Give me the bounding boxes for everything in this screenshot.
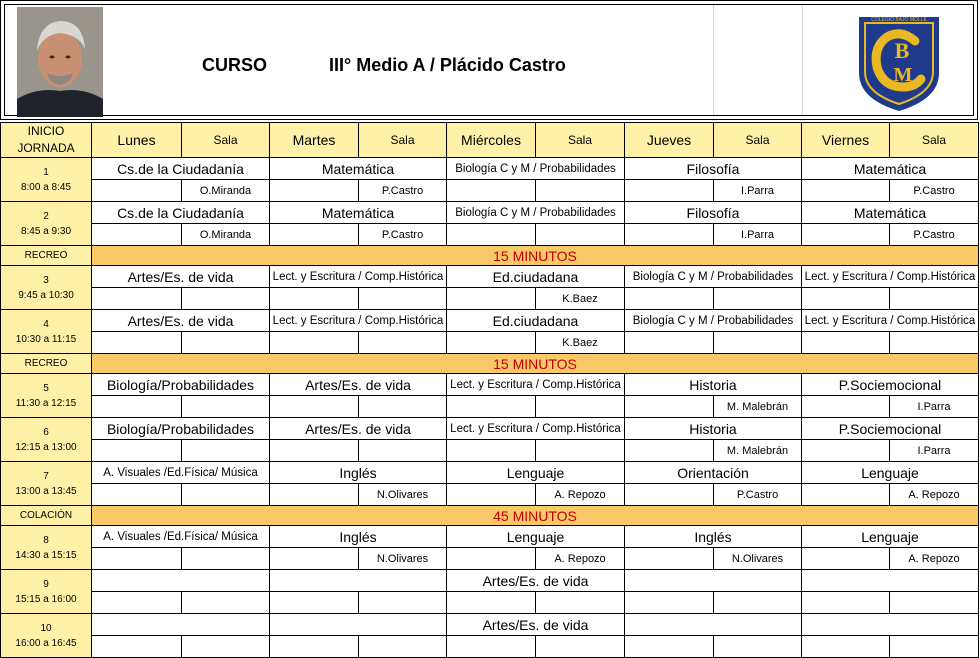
block-number: 8 [43,534,49,546]
teacher-cell: A. Repozo [890,484,979,506]
teacher-row [1,484,979,506]
blank-cell [92,592,182,614]
teacher-row [1,180,979,202]
class-block-row [1,462,979,484]
block-time: 8:00 a 8:45 [20,181,72,193]
blank-cell [802,592,890,614]
blank-cell [447,636,536,658]
blank-cell [447,484,536,506]
block-time: 11:30 a 12:15 [15,397,77,409]
blank-cell [270,440,359,462]
sala-header: Sala [182,123,270,158]
subject-cell [625,614,802,636]
blank-cell [447,224,536,246]
subject-cell: Cs.de la Ciudadanía [92,158,270,180]
block-time-cell [1,526,92,570]
blank-cell [447,592,536,614]
break-label: COLACIÓN [1,506,92,526]
sala-header: Sala [359,123,447,158]
class-block-row [1,614,979,636]
subject-cell: Biología/Probabilidades [92,374,270,396]
school-crest-icon [855,11,943,113]
subject-cell: Inglés [270,526,447,548]
day-header: Jueves [625,123,714,158]
subject-cell: Orientación [625,462,802,484]
teacher-cell: N.Olivares [714,548,802,570]
subject-cell [802,570,979,592]
subject-cell: Historia [625,374,802,396]
block-time-cell [1,158,92,202]
class-block-row [1,418,979,440]
teacher-cell [359,332,447,354]
subject-cell [270,614,447,636]
class-block-row [1,526,979,548]
blank-cell [270,592,359,614]
teacher-cell [714,592,802,614]
blank-cell [447,332,536,354]
blank-cell [92,332,182,354]
teacher-cell [182,288,270,310]
subject-cell: Matemática [802,202,979,224]
class-block-row [1,266,979,288]
subject-cell: Biología C y M / Probabilidades [447,158,625,180]
teacher-cell [359,396,447,418]
block-time: 14:30 a 15:15 [15,549,77,561]
teacher-cell [536,180,625,202]
subject-cell: Biología C y M / Probabilidades [625,310,802,332]
blank-cell [270,636,359,658]
subject-cell: Biología C y M / Probabilidades [625,266,802,288]
teacher-cell [890,332,979,354]
block-number: 4 [43,318,49,330]
block-time-cell [1,570,92,614]
teacher-cell: O.Miranda [182,180,270,202]
blank-cell [270,288,359,310]
blank-cell [802,548,890,570]
block-time: 10:30 a 11:15 [15,333,77,345]
svg-text:COLEGIO BAJO MOLLE: COLEGIO BAJO MOLLE [871,17,927,23]
blank-cell [92,484,182,506]
teacher-cell [714,288,802,310]
subject-cell [92,614,270,636]
inicio-label: INICIO [27,124,65,138]
block-number: 3 [43,274,49,286]
blank-cell [625,180,714,202]
block-time-cell [1,374,92,418]
blank-cell [92,180,182,202]
subject-cell: Lect. y Escritura / Comp.Histórica [802,310,979,332]
subject-cell: Historia [625,418,802,440]
teacher-cell [890,592,979,614]
subject-cell: Lenguaje [802,526,979,548]
teacher-cell: P.Castro [359,224,447,246]
sala-header: Sala [536,123,625,158]
teacher-cell [714,636,802,658]
block-time-cell [1,614,92,658]
break-label: RECREO [1,246,92,266]
subject-cell: P.Sociemocional [802,374,979,396]
day-header: Miércoles [447,123,536,158]
sala-header: Sala [890,123,979,158]
block-time: 16:00 a 16:45 [15,637,77,649]
inicio-jornada-header [1,123,92,158]
teacher-cell [182,332,270,354]
blank-cell [802,332,890,354]
subject-cell: Matemática [802,158,979,180]
teacher-cell: P.Castro [714,484,802,506]
block-time-cell [1,202,92,246]
class-block-row [1,310,979,332]
teacher-cell: N.Olivares [359,548,447,570]
block-time-cell [1,310,92,354]
blank-cell [802,636,890,658]
teacher-row [1,440,979,462]
blank-cell [625,396,714,418]
blank-cell [447,396,536,418]
block-time-cell [1,462,92,506]
teacher-cell [182,592,270,614]
blank-cell [270,180,359,202]
header-divider [713,5,714,115]
curso-label: CURSO [202,55,268,75]
blank-cell [270,396,359,418]
header-frame [4,4,974,116]
subject-cell: Matemática [270,158,447,180]
teacher-cell: P.Castro [359,180,447,202]
class-block-row [1,202,979,224]
block-number: 9 [43,578,49,590]
schedule-header [0,0,978,120]
block-time-cell [1,266,92,310]
subject-cell [92,570,270,592]
subject-cell: Lect. y Escritura / Comp.Histórica [270,310,447,332]
curso-value: III° Medio A / Plácido Castro [329,55,566,75]
block-time: 9:45 a 10:30 [18,289,74,301]
school-logo [855,11,943,113]
teacher-portrait-image [17,7,103,117]
sala-header: Sala [714,123,802,158]
blank-cell [625,636,714,658]
svg-text:M: M [893,64,913,86]
subject-cell: Lect. y Escritura / Comp.Histórica [802,266,979,288]
break-duration: 15 MINUTOS [92,246,979,266]
schedule-table [0,122,979,658]
blank-cell [802,288,890,310]
teacher-cell [714,332,802,354]
teacher-cell [359,440,447,462]
teacher-cell [359,288,447,310]
subject-cell [802,614,979,636]
blank-cell [447,288,536,310]
teacher-cell [536,396,625,418]
teacher-cell: K.Baez [536,332,625,354]
teacher-row [1,548,979,570]
break-duration: 45 MINUTOS [92,506,979,526]
block-number: 1 [43,166,49,178]
teacher-cell [536,224,625,246]
blank-cell [447,440,536,462]
teacher-cell [359,636,447,658]
teacher-cell: I.Parra [714,180,802,202]
teacher-cell [182,440,270,462]
blank-cell [802,224,890,246]
jornada-label: JORNADA [17,141,75,155]
subject-cell: Lect. y Escritura / Comp.Histórica [447,374,625,396]
teacher-cell: I.Parra [714,224,802,246]
teacher-cell: K.Baez [536,288,625,310]
teacher-row [1,288,979,310]
schedule-body [1,123,979,658]
day-header: Lunes [92,123,182,158]
subject-cell: Artes/Es. de vida [92,310,270,332]
blank-cell [625,592,714,614]
blank-cell [447,548,536,570]
class-block-row [1,570,979,592]
subject-cell: A. Visuales /Ed.Física/ Música [92,526,270,548]
teacher-cell: O.Miranda [182,224,270,246]
subject-cell: Filosofía [625,158,802,180]
subject-cell: Artes/Es. de vida [270,374,447,396]
teacher-cell [359,592,447,614]
subject-cell: Cs.de la Ciudadanía [92,202,270,224]
teacher-cell: A. Repozo [536,548,625,570]
block-number: 5 [43,382,49,394]
subject-cell: P.Sociemocional [802,418,979,440]
subject-cell: Artes/Es. de vida [447,570,625,592]
teacher-row [1,592,979,614]
subject-cell: A. Visuales /Ed.Física/ Música [92,462,270,484]
teacher-cell: P.Castro [890,180,979,202]
block-number: 6 [43,426,49,438]
teacher-cell: A. Repozo [536,484,625,506]
teacher-cell [890,636,979,658]
break-row [1,506,979,526]
teacher-cell: M. Malebrán [714,440,802,462]
blank-cell [802,440,890,462]
svg-text:B: B [894,38,910,63]
teacher-cell [890,288,979,310]
block-time: 15:15 a 16:00 [15,593,77,605]
teacher-row [1,332,979,354]
blank-cell [92,440,182,462]
teacher-cell [536,440,625,462]
class-block-row [1,158,979,180]
teacher-cell [536,592,625,614]
subject-cell: Artes/Es. de vida [92,266,270,288]
teacher-photo [17,7,103,117]
blank-cell [92,224,182,246]
subject-cell: Matemática [270,202,447,224]
blank-cell [270,332,359,354]
teacher-cell: P.Castro [890,224,979,246]
break-duration: 15 MINUTOS [92,354,979,374]
subject-cell: Lect. y Escritura / Comp.Histórica [270,266,447,288]
block-number: 7 [43,470,49,482]
block-number: 10 [40,622,52,634]
blank-cell [92,548,182,570]
subject-cell: Biología/Probabilidades [92,418,270,440]
teacher-cell [182,636,270,658]
block-time: 8:45 a 9:30 [20,225,72,237]
teacher-cell: N.Olivares [359,484,447,506]
teacher-cell: M. Malebrán [714,396,802,418]
subject-cell: Ed.ciudadana [447,310,625,332]
header-row [1,123,979,158]
blank-cell [625,224,714,246]
block-time-cell [1,418,92,462]
subject-cell: Artes/Es. de vida [447,614,625,636]
blank-cell [625,332,714,354]
blank-cell [270,484,359,506]
block-time: 13:00 a 13:45 [15,485,77,497]
blank-cell [92,288,182,310]
blank-cell [92,636,182,658]
blank-cell [802,396,890,418]
subject-cell [625,570,802,592]
break-label: RECREO [1,354,92,374]
subject-cell: Lenguaje [447,526,625,548]
break-row [1,246,979,266]
blank-cell [625,484,714,506]
teacher-cell: I.Parra [890,440,979,462]
subject-cell: Lect. y Escritura / Comp.Histórica [447,418,625,440]
teacher-cell [182,484,270,506]
teacher-cell: I.Parra [890,396,979,418]
subject-cell: Inglés [625,526,802,548]
blank-cell [625,288,714,310]
class-block-row [1,374,979,396]
header-divider [802,5,803,115]
subject-cell [270,570,447,592]
teacher-row [1,396,979,418]
subject-cell: Lenguaje [447,462,625,484]
blank-cell [447,180,536,202]
teacher-cell: A. Repozo [890,548,979,570]
blank-cell [92,396,182,418]
teacher-cell [182,396,270,418]
subject-cell: Ed.ciudadana [447,266,625,288]
day-header: Martes [270,123,359,158]
block-number: 2 [43,210,49,222]
subject-cell: Biología C y M / Probabilidades [447,202,625,224]
subject-cell: Lenguaje [802,462,979,484]
subject-cell: Artes/Es. de vida [270,418,447,440]
subject-cell: Inglés [270,462,447,484]
blank-cell [802,180,890,202]
teacher-cell [536,636,625,658]
blank-cell [625,440,714,462]
blank-cell [802,484,890,506]
block-time: 12:15 a 13:00 [15,441,77,453]
blank-cell [270,224,359,246]
teacher-row [1,636,979,658]
day-header: Viernes [802,123,890,158]
blank-cell [625,548,714,570]
blank-cell [270,548,359,570]
teacher-cell [182,548,270,570]
subject-cell: Filosofía [625,202,802,224]
teacher-row [1,224,979,246]
break-row [1,354,979,374]
